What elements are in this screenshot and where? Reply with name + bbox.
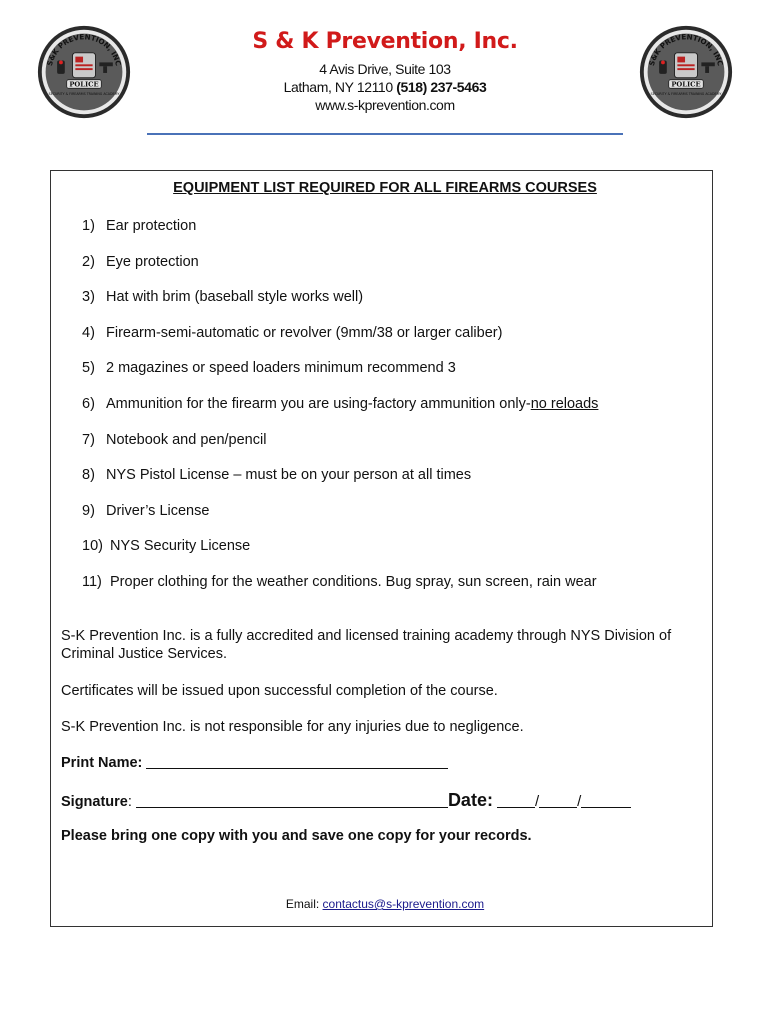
accreditation-text: S-K Prevention Inc. is a fully accredited and licensed training academy through NYS Division of Criminal Justice Services. [61, 628, 672, 662]
item-text: Firearm-semi-automatic or revolver (9mm/38 or larger caliber) [106, 324, 503, 341]
logo-bottom-text-right: SECURITY & FIREARMS TRAINING ACADEMY [650, 92, 722, 97]
logo-top-text-right: S&K PREVENTION, INC [646, 32, 726, 67]
print-name-label: Print Name: [61, 755, 143, 771]
no-reloads-text: no reloads [530, 395, 599, 412]
item-text: Ear protection [106, 218, 197, 234]
email-label: Email: [285, 897, 323, 911]
signature-label: Signature [61, 794, 128, 810]
item-text: Ammunition for the firearm you are using-factory ammunition only- [106, 395, 531, 412]
item-text: NYS Pistol License – must be on your person at all times [106, 467, 472, 484]
item-text: Proper clothing for the weather conditions. Bug spray, sun screen, rain wear [110, 573, 597, 590]
item-number: 9) [82, 502, 95, 519]
list-item [82, 288, 598, 324]
list-item [82, 395, 598, 431]
phone-number: (518) 237-5463 [396, 79, 487, 95]
email-row [0, 897, 770, 911]
list-item [82, 431, 598, 467]
bring-copy-note: Please bring one copy with you and save one copy for your records. [61, 828, 532, 844]
list-item [82, 324, 598, 360]
item-number: 1) [82, 218, 95, 234]
item-text: Hat with brim (baseball style works well) [106, 289, 364, 306]
liability-text: S-K Prevention Inc. is not responsible for any injuries due to negligence. [61, 719, 524, 735]
signature-row [61, 790, 631, 811]
item-number: 4) [82, 324, 95, 341]
print-name-row [61, 754, 448, 771]
email-link[interactable]: contactus@s-kprevention.com [322, 897, 485, 911]
list-item [82, 537, 598, 573]
item-number: 7) [82, 431, 95, 448]
item-number: 10) [82, 538, 103, 555]
item-text: Notebook and pen/pencil [106, 431, 267, 448]
date-year-field[interactable] [581, 793, 631, 808]
item-text: 2 magazines or speed loaders minimum recommend 3 [106, 360, 456, 377]
signature-colon: : [127, 794, 132, 810]
item-number: 6) [82, 395, 95, 412]
date-label: Date: [447, 790, 493, 810]
item-number: 8) [82, 467, 95, 484]
website: www.s-kprevention.com [315, 97, 455, 113]
header-divider [147, 133, 623, 135]
logo-top-text: S&K PREVENTION, INC [44, 32, 124, 67]
item-text: Driver’s License [106, 502, 210, 519]
list-item [82, 253, 598, 289]
logo-badge-text-right: POLICE [671, 80, 701, 89]
address-city-phone [0, 79, 770, 95]
list-item [82, 359, 598, 395]
item-number: 3) [82, 289, 95, 306]
list-item [82, 502, 598, 538]
certificate-text: Certificates will be issued upon successful completion of the course. [61, 683, 498, 699]
item-text: NYS Security License [110, 538, 251, 555]
equipment-list-title: EQUIPMENT LIST REQUIRED FOR ALL FIREARMS COURSES [173, 180, 597, 196]
item-text: Eye protection [106, 253, 199, 270]
address-city: Latham, NY 12110 [283, 79, 397, 95]
date-day-field[interactable] [539, 793, 577, 808]
list-item [82, 217, 598, 253]
list-item [82, 466, 598, 502]
equipment-list [82, 217, 598, 609]
list-item [82, 573, 598, 609]
company-name: S & K Prevention, Inc. [252, 29, 518, 54]
address-street: 4 Avis Drive, Suite 103 [319, 61, 451, 77]
item-number: 11) [82, 573, 102, 590]
print-name-field[interactable] [146, 754, 448, 769]
logo-bottom-text: SECURITY & FIREARMS TRAINING ACADEMY [48, 92, 120, 97]
date-separator: / [577, 793, 582, 810]
item-number: 2) [82, 253, 95, 270]
item-number: 5) [82, 360, 95, 377]
signature-field[interactable] [136, 793, 448, 808]
date-month-field[interactable] [497, 793, 535, 808]
date-separator: / [534, 793, 540, 810]
logo-badge-text: POLICE [69, 80, 99, 89]
